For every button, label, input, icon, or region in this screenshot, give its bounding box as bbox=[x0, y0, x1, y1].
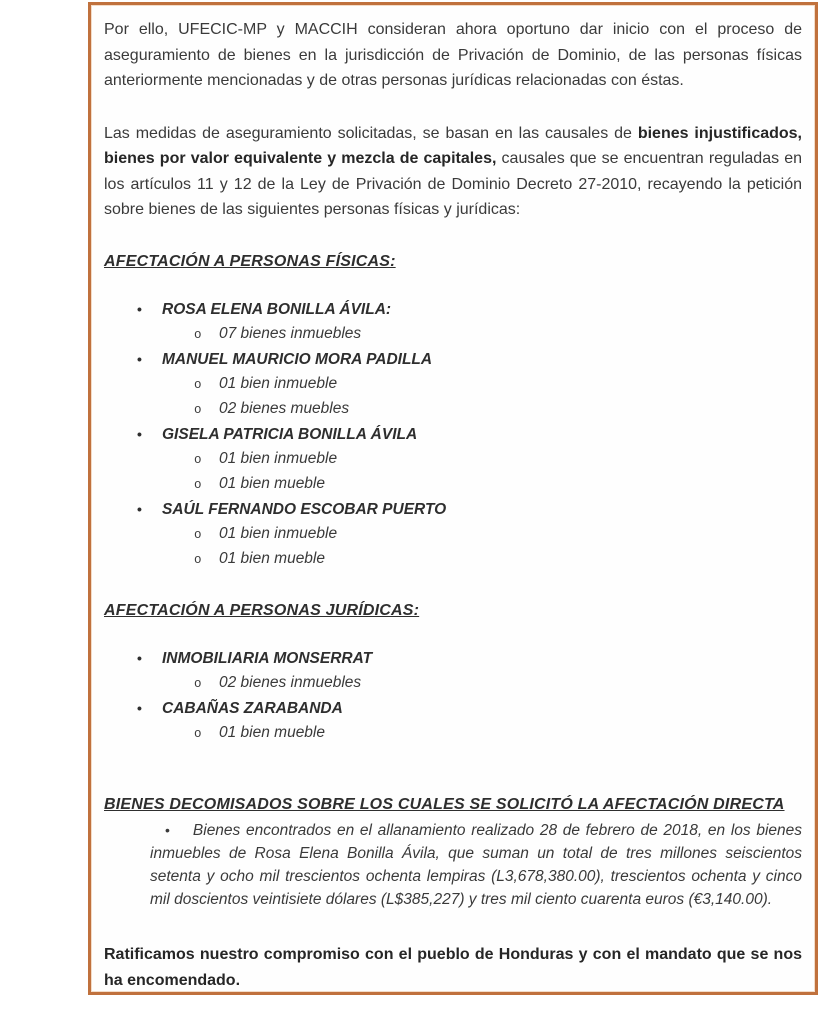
list-item-person bbox=[137, 497, 802, 522]
company-name: CABAÑAS ZARABANDA bbox=[162, 699, 343, 717]
paragraph-bienes-decomisados bbox=[150, 819, 802, 911]
circle-bullet-icon: o bbox=[194, 452, 202, 467]
circle-bullet-icon: o bbox=[194, 676, 202, 691]
bullet-icon: • bbox=[137, 500, 142, 517]
paragraph-intro: Por ello, UFECIC-MP y MACCIH consideran ahora oportuno dar inicio con el proceso de aseguramiento de bienes en la jurisdicción de Privación de Dominio, de las personas físicas anteriormente mencionadas y de otras personas jurídicas relacionadas con éstas. bbox=[104, 21, 802, 89]
person-name: ROSA ELENA BONILLA ÁVILA: bbox=[162, 300, 392, 318]
list-personas-juridicas bbox=[137, 646, 802, 746]
heading-bienes-decomisados-text: BIENES DECOMISADOS SOBRE LOS CUALES SE SOLICITÓ LA AFECTACIÓN DIRECTA bbox=[104, 795, 785, 813]
list-item-asset bbox=[137, 447, 802, 472]
list-item-asset bbox=[137, 322, 802, 347]
list-item-company bbox=[137, 646, 802, 671]
asset-count: 01 bien inmueble bbox=[219, 524, 338, 542]
list-item-asset bbox=[137, 671, 802, 696]
asset-count: 07 bienes inmuebles bbox=[219, 324, 362, 342]
list-item-asset bbox=[137, 472, 802, 497]
list-item-asset bbox=[137, 547, 802, 572]
circle-bullet-icon: o bbox=[194, 402, 202, 417]
list-item-asset bbox=[137, 721, 802, 746]
circle-bullet-icon: o bbox=[194, 552, 202, 567]
bullet-icon: • bbox=[137, 425, 142, 442]
measures-text-pre: Las medidas de aseguramiento solicitadas, se basan en las causales de bbox=[104, 124, 638, 142]
list-item-person bbox=[137, 297, 802, 322]
person-name: GISELA PATRICIA BONILLA ÁVILA bbox=[162, 425, 418, 443]
heading-personas-fisicas bbox=[104, 253, 802, 271]
paragraph-measures bbox=[104, 121, 802, 223]
list-item-person bbox=[137, 422, 802, 447]
circle-bullet-icon: o bbox=[194, 726, 202, 741]
bullet-icon: • bbox=[137, 300, 142, 317]
circle-bullet-icon: o bbox=[194, 477, 202, 492]
asset-count: 02 bienes muebles bbox=[219, 399, 350, 417]
list-item-person bbox=[137, 347, 802, 372]
list-personas-fisicas bbox=[137, 297, 802, 572]
heading-personas-juridicas bbox=[104, 602, 802, 620]
bienes-decomisados-text: Bienes encontrados en el allanamiento realizado 28 de febrero de 2018, en los bienes inmuebles de Rosa Elena Bonilla Ávila, que suman un total de tres millones seiscientos setenta y ocho mil trescientos ochenta lempiras (L3,678,380.00), trescientos ochenta y cinco mil doscientos veintisiete dólares (L$385,227) y tres mil ciento cuarenta euros (€3,140.00). bbox=[150, 821, 802, 908]
list-item-asset bbox=[137, 522, 802, 547]
circle-bullet-icon: o bbox=[194, 377, 202, 392]
paragraph-closing: Ratificamos nuestro compromiso con el pueblo de Honduras y con el mandato que se nos ha encomendado. bbox=[104, 945, 802, 989]
circle-bullet-icon: o bbox=[194, 527, 202, 542]
list-item-asset bbox=[137, 372, 802, 397]
list-item-company bbox=[137, 696, 802, 721]
person-name: MANUEL MAURICIO MORA PADILLA bbox=[162, 350, 433, 368]
bullet-icon: • bbox=[137, 350, 142, 367]
company-name: INMOBILIARIA MONSERRAT bbox=[162, 649, 373, 667]
asset-count: 01 bien mueble bbox=[219, 549, 325, 567]
heading-bienes-decomisados bbox=[104, 796, 802, 814]
asset-count: 01 bien inmueble bbox=[219, 374, 338, 392]
asset-count: 02 bienes inmuebles bbox=[219, 673, 362, 691]
measures-text-post: causales que se encuentran reguladas en los artículos 11 y 12 de la Ley de Privación de Dominio Decreto 27-2010, recayendo la petición sobre bienes de las siguientes personas físicas y jurídicas: bbox=[104, 150, 802, 218]
bullet-icon: • bbox=[165, 821, 170, 838]
heading-personas-fisicas-text: AFECTACIÓN A PERSONAS FÍSICAS: bbox=[104, 252, 396, 270]
asset-count: 01 bien mueble bbox=[219, 474, 325, 492]
measures-text-bold: bienes injustificados, bienes por valor equivalente y mezcla de capitales, bbox=[104, 124, 803, 167]
person-name: SAÚL FERNANDO ESCOBAR PUERTO bbox=[162, 500, 447, 518]
document-border-box bbox=[88, 2, 818, 995]
asset-count: 01 bien inmueble bbox=[219, 449, 338, 467]
bullet-icon: • bbox=[137, 699, 142, 716]
asset-count: 01 bien mueble bbox=[219, 723, 325, 741]
list-item-asset bbox=[137, 397, 802, 422]
bullet-icon: • bbox=[137, 649, 142, 666]
heading-personas-juridicas-text: AFECTACIÓN A PERSONAS JURÍDICAS: bbox=[104, 601, 420, 619]
circle-bullet-icon: o bbox=[194, 327, 202, 342]
